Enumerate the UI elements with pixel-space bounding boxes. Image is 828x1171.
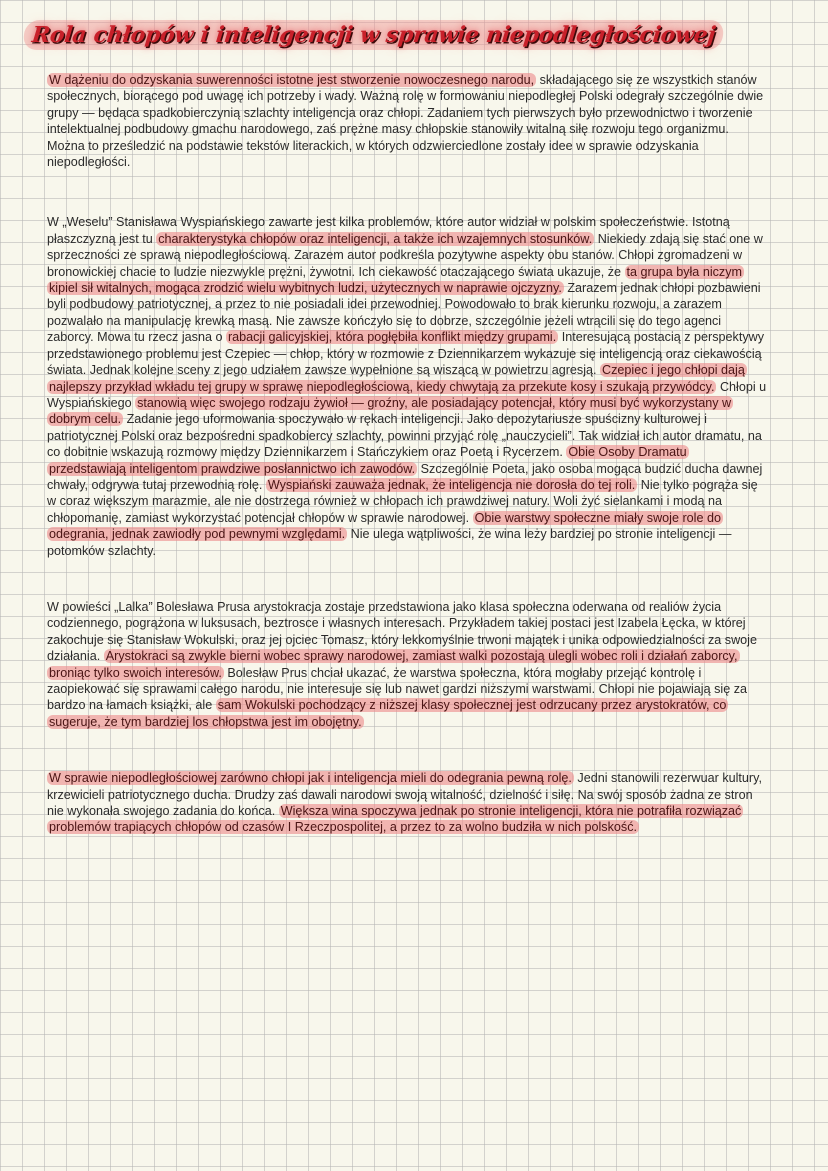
- body-text: Bolesław Prus chciał ukazać, że warstwa społeczna, która mogłaby przejąć kontrolę i zaopiekować się sprawami całego narodu, nie interesuje się lub nawet gardzi niższymi warstwami. Chłopi nie pojawiają się za bardzo na łamach książki, ale: [47, 665, 747, 713]
- body-text: Niekiedy zdają się stać one w sprzeczności ze sprawą niepodległościową. Zarazem autor podkreśla pozytywne aspekty obu stanów. Chłopi zgromadzeni w bronowickiej chacie to ludzie niezwykle prężni, żywotni. Ich ciekawość otaczającego świata ukazuje, że: [47, 231, 763, 279]
- body-text: Zarazem jednak chłopi pozbawieni byli podbudowy patriotycznej, a przez to nie posiadali idei przewodniej. Powodowało to brak kierunku rozwoju, a zarazem pozwalało na manipulację krewką masą. Nie zawsze kończyło się to dobrze, szczególnie jeżeli wtrącili się do tego agenci zaborcy. Mowa tu rzecz jasna o: [47, 281, 761, 345]
- highlighted-text: Czepiec i jego chłopi dają najlepszy przykład wkładu tej grupy w sprawę niepodległościową, kiedy chwytają za przekute kosy i szukają przywódcy.: [49, 363, 745, 394]
- document-body: [47, 72, 767, 836]
- highlighted-text: Obie warstwy społeczne miały swoje role do odegrania, jednak zawiodły pod pewnymi względami.: [49, 510, 721, 542]
- highlighted-text: W dążeniu do odzyskania suwerenności istotne jest stworzenie nowoczesnego narodu,: [49, 73, 535, 87]
- body-text: Chłopi u Wyspiańskiego: [47, 379, 767, 410]
- paragraph-introduction: [47, 72, 767, 170]
- highlighted-text: stanowią więc swojego rodzaju żywioł — groźny, ale posiadający potencjał, który musi być wykorzystany w dobrym celu.: [49, 395, 732, 427]
- highlighted-text: W sprawie niepodległościowej zarówno chłopi jak i inteligencja mieli do odegrania pewną rolę.: [49, 771, 572, 786]
- body-text: W powieści „Lalka” Bolesława Prusa arystokracja zostaje przedstawiona jako klasa społeczna oderwana od realiów życia codziennego, pogrążona w luksusach, beztrosce i własnych interesach. Przykładem takiej postaci jest Izabela Łęcka, w której zakochuje się Stanisław Wokulski, oraz jej ojciec Tomasz, który lekkomyślnie trwoni majątek i unika odpowiedzialności za swoje działania.: [47, 599, 757, 664]
- paragraph-lalka: [47, 599, 767, 730]
- body-text: Nie tylko pogrąża się w coraz większym marazmie, ale nie dostrzega również w chłopach ich prawdziwej natury. Woli żyć sielankami i modą na chłopomanię, zamiast wykorzystać potencjał chłopów w sprawie narodowej.: [47, 477, 758, 525]
- body-text: W „Weselu” Stanisława Wyspiańskiego zawarte jest kilka problemów, które autor widział w polskim społeczeństwie. Istotną płaszczyzną jest tu: [47, 215, 730, 246]
- highlighted-text: Większa wina spoczywa jednak po stronie inteligencji, która nie potrafiła rozwiązać problemów trapiących chłopów od czasów I Rzeczpospolitej, a przez to za wolno budziła w nich polskość.: [49, 804, 742, 835]
- highlighted-text: Obie Osoby Dramatu przedstawiają inteligentom prawdziwe posłannictwo ich zawodów.: [49, 445, 687, 476]
- highlighted-text: sam Wokulski pochodzący z niższej klasy społecznej jest odrzucany przez arystokratów, co sugeruje, że tym bardziej los chłopstwa jest im obojętny.: [49, 698, 727, 729]
- body-text: Nie ulega wątpliwości, że wina leży bardziej po stronie inteligencji — potomków szlachty.: [47, 527, 732, 558]
- highlighted-text: Arystokraci są zwykle bierni wobec sprawy narodowej, zamiast walki pozostają ulegli wobec roli i działań zaborcy, broniąc tylko swoich interesów.: [49, 649, 738, 680]
- highlighted-text: rabacji galicyjskiej, która pogłębiła konflikt między grupami.: [227, 330, 557, 345]
- page-title: Rola chłopów i inteligencji w sprawie niepodległościowej: [22, 20, 724, 50]
- highlighted-text: charakterystyka chłopów oraz inteligencji, a także ich wzajemnych stosunków.: [158, 231, 593, 246]
- paragraph-wesele: [47, 214, 767, 559]
- body-text: Jedni stanowili rezerwuar kultury, krzewicieli patriotycznego ducha. Drudzy zaś dawali narodowi swoją witalność, dzielność i siłę. Na swój sposób żadna ze stron nie wykonała swojego zadania do końca.: [47, 771, 762, 819]
- body-text: Zadanie jego uformowania spoczywało w rękach inteligencji. Jako depozytariusze spuścizny kulturowej i patriotycznej Polski oraz bezpośredni spadkobiercy szlachty, powinni przyjąć rolę „nauczycieli”. Tak widział ich autor dramatu, na co dobitnie wskazują rozmowy między Dziennikarzem i Stańczykiem oraz Poetą i Rycerzem.: [47, 412, 762, 460]
- body-text: składającego się ze wszystkich stanów społecznych, biorącego pod uwagę ich potrzeby i wady. Ważną rolę w formowaniu niepodległej Polski odegrały szczególnie dwie grupy — będąca spadkobierczynią szlachty inteligencja oraz chłopi. Zadaniem tych pierwszych było przewodnictwo i tworzenie intelektualnej podbudowy gmachu narodowego, zaś prężne masy chłopskie stanowiły witalną siłę rozwoju tego organizmu. Można to prześledzić na podstawie tekstów literackich, w których odzwierciedlone zostały idee w sprawie odzyskania niepodległości.: [47, 73, 764, 170]
- body-text: Interesującą postacią z perspektywy przedstawionego problemu jest Czepiec — chłop, który w rozmowie z Dziennikarzem wykazuje się inteligencją oraz ciekawością świata. Jednak kolejne sceny z jego udziałem zawsze wypełnione są wiszącą w powietrzu agresją.: [47, 330, 765, 378]
- paragraph-conclusion: [47, 770, 767, 836]
- highlighted-text: Wyspiański zauważa jednak, że inteligencja nie dorosła do tej roli.: [267, 477, 636, 492]
- highlighted-text: ta grupa była niczym kipiel sił witalnych, mogąca zrodzić wielu wybitnych ludzi, użytecznych w naprawie ojczyzny.: [49, 264, 742, 296]
- body-text: Szczególnie Poeta, jako osoba mogąca budzić ducha dawnej chwały, odgrywa tutaj przewodnią rolę.: [47, 461, 763, 492]
